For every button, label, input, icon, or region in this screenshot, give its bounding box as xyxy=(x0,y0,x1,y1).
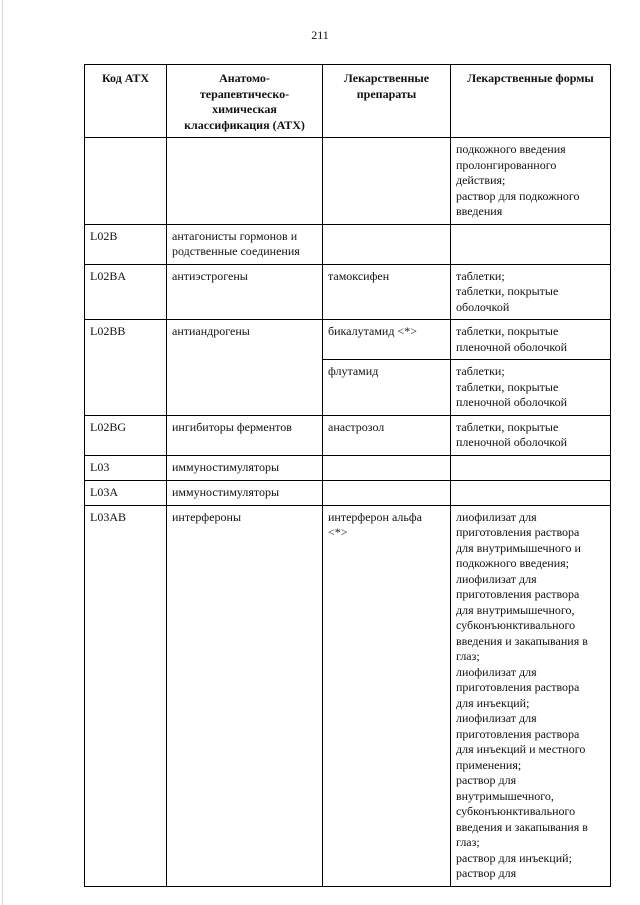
cell-forms: подкожного введения пролонгированного действия; раствор для подкожного введения xyxy=(451,138,611,225)
table-row xyxy=(85,505,611,886)
cell-forms: таблетки; таблетки, покрытые оболочкой xyxy=(451,264,611,320)
page-number: 211 xyxy=(311,28,329,42)
cell-classification: иммуностимуляторы xyxy=(167,455,323,480)
cell-classification: антиандрогены xyxy=(167,320,323,416)
cell-code: L02BG xyxy=(85,415,167,455)
cell-classification xyxy=(167,138,323,225)
cell-drug: бикалутамид <*> xyxy=(323,320,451,360)
cell-drug: тамоксифен xyxy=(323,264,451,320)
table-row xyxy=(85,320,611,360)
cell-code: L03 xyxy=(85,455,167,480)
cell-classification: антиэстрогены xyxy=(167,264,323,320)
table-header-row xyxy=(85,65,611,138)
cell-code: L02BB xyxy=(85,320,167,416)
table-row xyxy=(85,480,611,505)
cell-drug xyxy=(323,455,451,480)
cell-drug xyxy=(323,138,451,225)
cell-forms: таблетки, покрытые пленочной оболочкой xyxy=(451,415,611,455)
cell-drug: анастрозол xyxy=(323,415,451,455)
cell-drug xyxy=(323,224,451,264)
table-row xyxy=(85,224,611,264)
header-code: Код АТХ xyxy=(85,65,167,138)
scan-edge-line xyxy=(2,0,3,905)
table-row xyxy=(85,264,611,320)
cell-code: L03A xyxy=(85,480,167,505)
cell-classification: ингибиторы ферментов xyxy=(167,415,323,455)
cell-forms: таблетки; таблетки, покрытые пленочной оболочкой xyxy=(451,360,611,416)
cell-forms xyxy=(451,455,611,480)
header-forms: Лекарственные формы xyxy=(451,65,611,138)
cell-code: L03AB xyxy=(85,505,167,886)
cell-forms: таблетки, покрытые пленочной оболочкой xyxy=(451,320,611,360)
cell-code: L02B xyxy=(85,224,167,264)
cell-drug: флутамид xyxy=(323,360,451,416)
cell-forms: лиофилизат для приготовления раствора для внутримышечного и подкожного введения; лиофилизат для приготовления раствора для внутримышечного, субконъюнктивального введения и закапывания в глаз; лиофилизат для приготовления раствора для инъекций; лиофилизат для приготовления раствора для инъекций и местного применения; раствор для внутримышечного, субконъюнктивального введения и закапывания в глаз; раствор для инъекций; раствор для xyxy=(451,505,611,886)
cell-classification: антагонисты гормонов и родственные соединения xyxy=(167,224,323,264)
table-row xyxy=(85,415,611,455)
header-drugs: Лекарственные препараты xyxy=(323,65,451,138)
cell-code xyxy=(85,138,167,225)
cell-drug xyxy=(323,480,451,505)
table-row xyxy=(85,455,611,480)
header-classification: Анатомо- терапевтическо- химическая классификация (АТХ) xyxy=(167,65,323,138)
cell-classification: интерфероны xyxy=(167,505,323,886)
table-row xyxy=(85,138,611,225)
cell-classification: иммуностимуляторы xyxy=(167,480,323,505)
cell-drug: интерферон альфа <*> xyxy=(323,505,451,886)
cell-code: L02BA xyxy=(85,264,167,320)
cell-forms xyxy=(451,480,611,505)
atc-table xyxy=(84,64,611,887)
cell-forms xyxy=(451,224,611,264)
